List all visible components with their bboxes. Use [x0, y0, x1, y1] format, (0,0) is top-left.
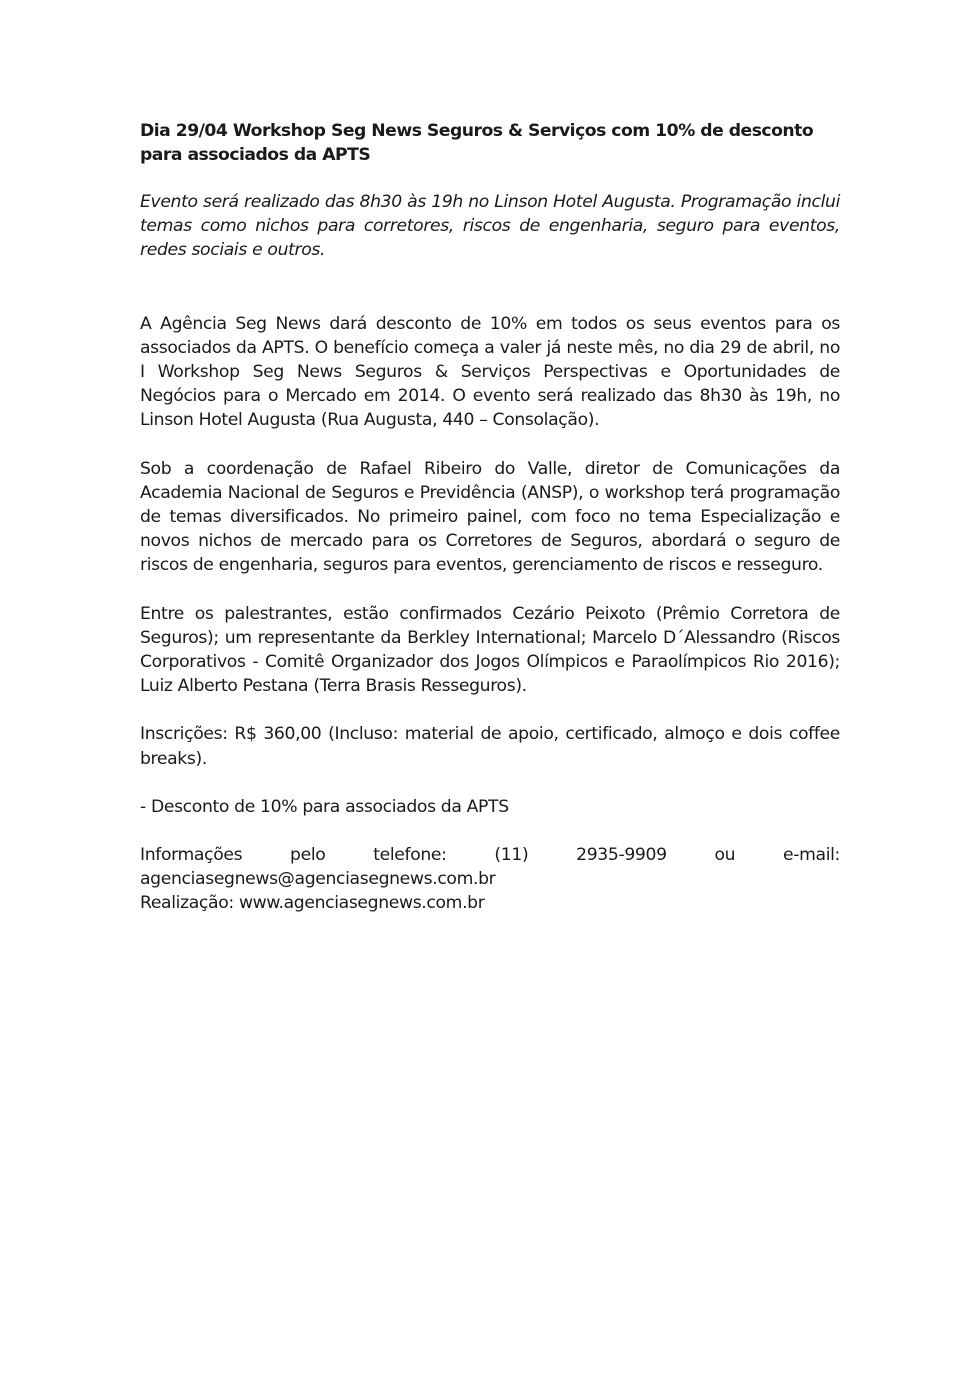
- contact-block: [140, 843, 840, 916]
- contact-email-link[interactable]: agenciasegnews@agenciasegnews.com.br: [140, 869, 496, 890]
- realizacao-label: Realização:: [140, 893, 234, 914]
- lead-paragraph: Evento será realizado das 8h30 às 19h no Linson Hotel Augusta. Programação inclui temas como nichos para corretores, riscos de engenharia, seguro para eventos, redes sociais e outros.: [140, 192, 840, 261]
- realizacao-line: [140, 891, 840, 915]
- paragraph-announcement: A Agência Seg News dará desconto de 10% em todos os seus eventos para os associados da APTS. O benefício começa a valer já neste mês, no dia 29 de abril, no I Workshop Seg News Seguros & Serviços Perspectivas e Oportunidades de Negócios para o Mercado em 2014. O evento será realizado das 8h30 às 19h, no Linson Hotel Augusta (Rua Augusta, 440 – Consolação).: [140, 313, 840, 431]
- paragraph-speakers: Entre os palestrantes, estão confirmados Cezário Peixoto (Prêmio Corretora de Seguros); um representante da Berkley International; Marcelo D´Alessandro (Riscos Corporativos - Comitê Organizador dos Jogos Olímpicos e Paraolímpicos Rio 2016); Luiz Alberto Pestana (Terra Brasis Resseguros).: [140, 603, 840, 697]
- paragraph-registration: Inscrições: R$ 360,00 (Incluso: material de apoio, certificado, almoço e dois coffee breaks).: [140, 724, 840, 769]
- document-title: Dia 29/04 Workshop Seg News Seguros & Serviços com 10% de desconto para associados da APTS: [140, 121, 814, 165]
- contact-info-line: Informações pelo telefone: (11) 2935-9909 ou e-mail:: [140, 845, 840, 866]
- paragraph-discount: - Desconto de 10% para associados da APTS: [140, 796, 509, 817]
- website-link[interactable]: www.agenciasegnews.com.br: [238, 893, 485, 914]
- document-page: [140, 119, 840, 916]
- paragraph-coordination: Sob a coordenação de Rafael Ribeiro do Valle, diretor de Comunicações da Academia Nacional de Seguros e Previdência (ANSP), o workshop terá programação de temas diversificados. No primeiro painel, com foco no tema Especialização e novos nichos de mercado para os Corretores de Seguros, abordará o seguro de riscos de engenharia, seguros para eventos, gerenciamento de riscos e resseguro.: [140, 458, 840, 576]
